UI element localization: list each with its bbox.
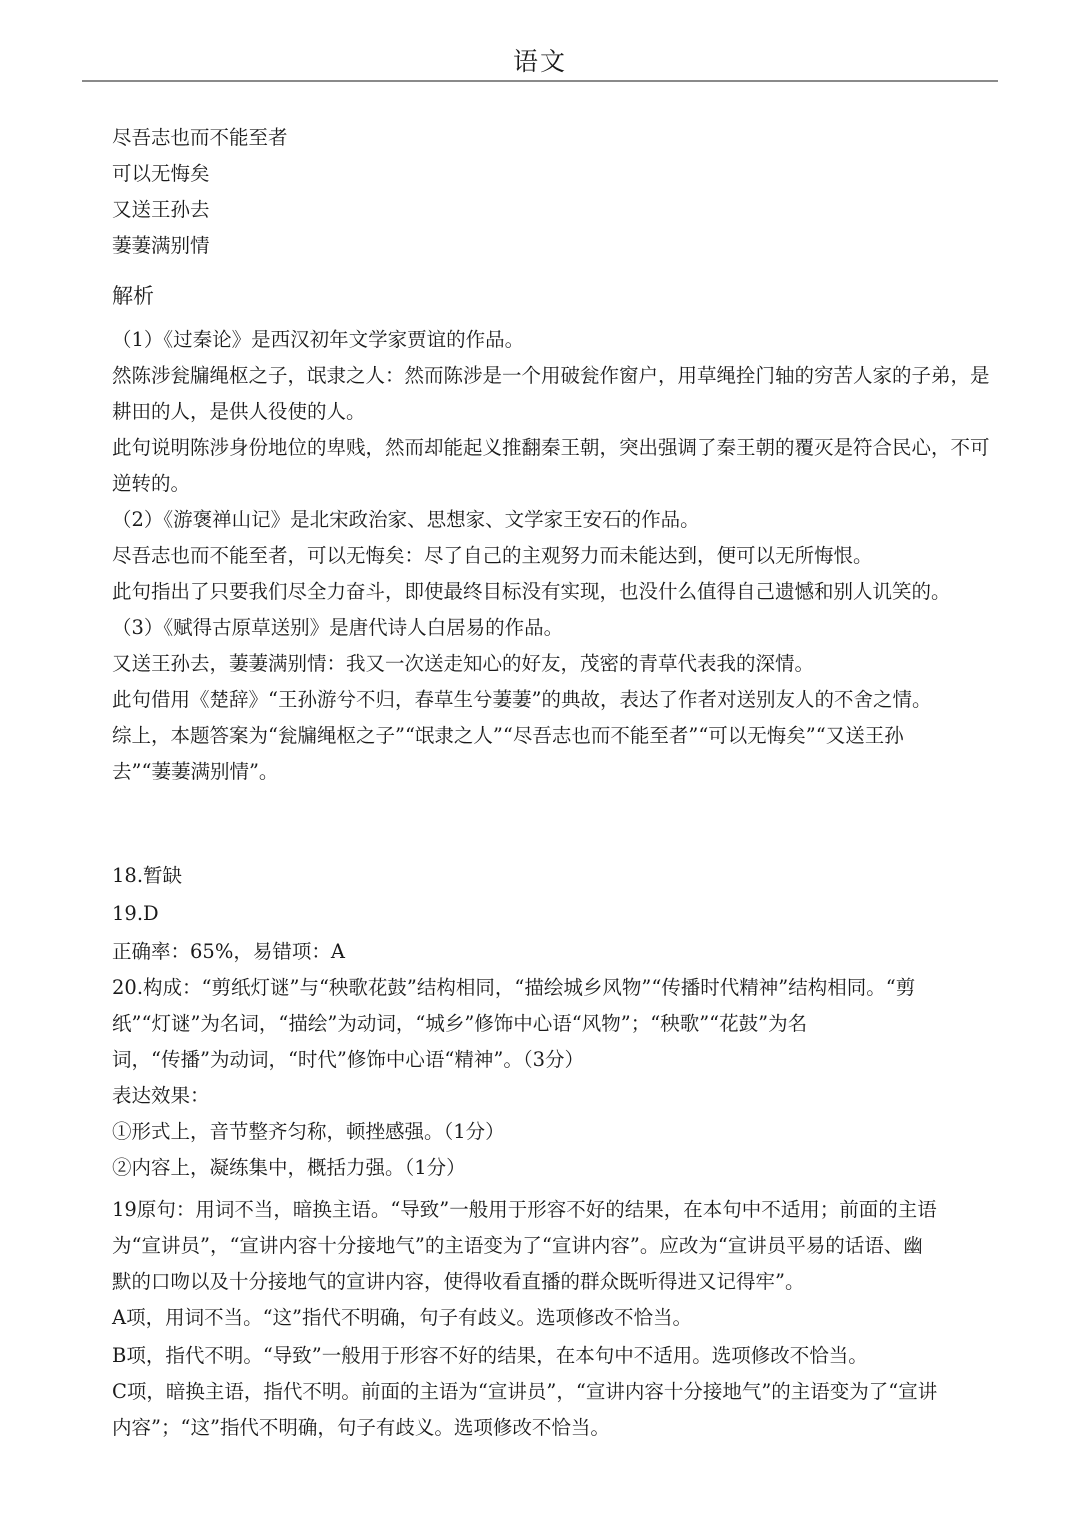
item-line: 19.D <box>112 902 159 925</box>
item-line: 18.暂缺 <box>112 864 183 887</box>
analysis-line: 然陈涉瓮牖绳枢之子，氓隶之人：然而陈涉是一个用破瓮作窗户，用草绳拴门轴的穷苦人家的子弟，是 <box>112 364 990 387</box>
analysis-line: （1）《过秦论》是西汉初年文学家贾谊的作品。 <box>112 328 525 351</box>
analysis-line: 耕田的人，是供人役使的人。 <box>112 400 366 423</box>
item-line: 表达效果： <box>112 1084 210 1107</box>
analysis-line: 此句借用《楚辞》“王孙游兮不归，春草生兮萋萋”的典故，表达了作者对送别友人的不舍之情。 <box>112 688 932 711</box>
analysis-line: 综上，本题答案为“瓮牖绳枢之子”“氓隶之人”“尽吾志也而不能至者”“可以无悔矣”“又送王孙 <box>112 724 904 747</box>
item-line: 为“宣讲员”，“宣讲内容十分接地气”的主语变为了“宣讲内容”。应改为“宣讲员平易的话语、幽 <box>112 1234 923 1257</box>
item-line: 19原句：用词不当，暗换主语。“导致”一般用于形容不好的结果，在本句中不适用；前面的主语 <box>112 1198 937 1221</box>
item-line: 正确率：65%，易错项：A <box>112 940 345 963</box>
item-line: 内容”；“这”指代不明确，句子有歧义。选项修改不恰当。 <box>112 1416 610 1439</box>
item-line: A项，用词不当。“这”指代不明确，句子有歧义。选项修改不恰当。 <box>112 1306 693 1329</box>
analysis-line: （2）《游褒禅山记》是北宋政治家、思想家、文学家王安石的作品。 <box>112 508 700 531</box>
item-line: 纸”“灯谜”为名词，“描绘”为动词，“城乡”修饰中心语“风物”；“秧歌”“花鼓”为名 <box>112 1012 808 1035</box>
analysis-line: 去”“萋萋满别情”。 <box>112 760 279 783</box>
answer-line: 可以无悔矣 <box>112 162 210 185</box>
analysis-line: 尽吾志也而不能至者，可以无悔矣：尽了自己的主观努力而未能达到，便可以无所悔恨。 <box>112 544 873 567</box>
page-title: 语文 <box>512 47 567 76</box>
analysis-line: 此句说明陈涉身份地位的卑贱，然而却能起义推翻秦王朝，突出强调了秦王朝的覆灭是符合民心，不可 <box>112 436 990 459</box>
item-line: ①形式上，音节整齐匀称，顿挫感强。（1分） <box>112 1120 505 1143</box>
analysis-line: 此句指出了只要我们尽全力奋斗，即使最终目标没有实现，也没什么值得自己遗憾和别人讥笑的。 <box>112 580 951 603</box>
item-line: B项，指代不明。“导致”一般用于形容不好的结果，在本句中不适用。选项修改不恰当。 <box>112 1344 868 1367</box>
analysis-heading: 解析 <box>112 284 154 308</box>
analysis-line: 逆转的。 <box>112 472 191 495</box>
header-divider <box>82 80 998 82</box>
analysis-line: （3）《赋得古原草送别》是唐代诗人白居易的作品。 <box>112 616 564 639</box>
answer-line: 尽吾志也而不能至者 <box>112 126 288 149</box>
answer-line: 萋萋满别情 <box>112 234 210 257</box>
analysis-line: 又送王孙去，萋萋满别情：我又一次送走知心的好友，茂密的青草代表我的深情。 <box>112 652 815 675</box>
item-line: ②内容上，凝练集中，概括力强。（1分） <box>112 1156 466 1179</box>
item-line: 默的口吻以及十分接地气的宣讲内容，使得收看直播的群众既听得进又记得牢”。 <box>112 1270 805 1293</box>
item-line: 20.构成：“剪纸灯谜”与“秧歌花鼓”结构相同，“描绘城乡风物”“传播时代精神”结构相同。“剪 <box>112 976 916 999</box>
item-line: 词，“传播”为动词，“时代”修饰中心语“精神”。（3分） <box>112 1048 584 1071</box>
answer-line: 又送王孙去 <box>112 198 210 221</box>
item-line: C项，暗换主语，指代不明。前面的主语为“宣讲员”，“宣讲内容十分接地气”的主语变为了“宣讲 <box>112 1380 938 1403</box>
